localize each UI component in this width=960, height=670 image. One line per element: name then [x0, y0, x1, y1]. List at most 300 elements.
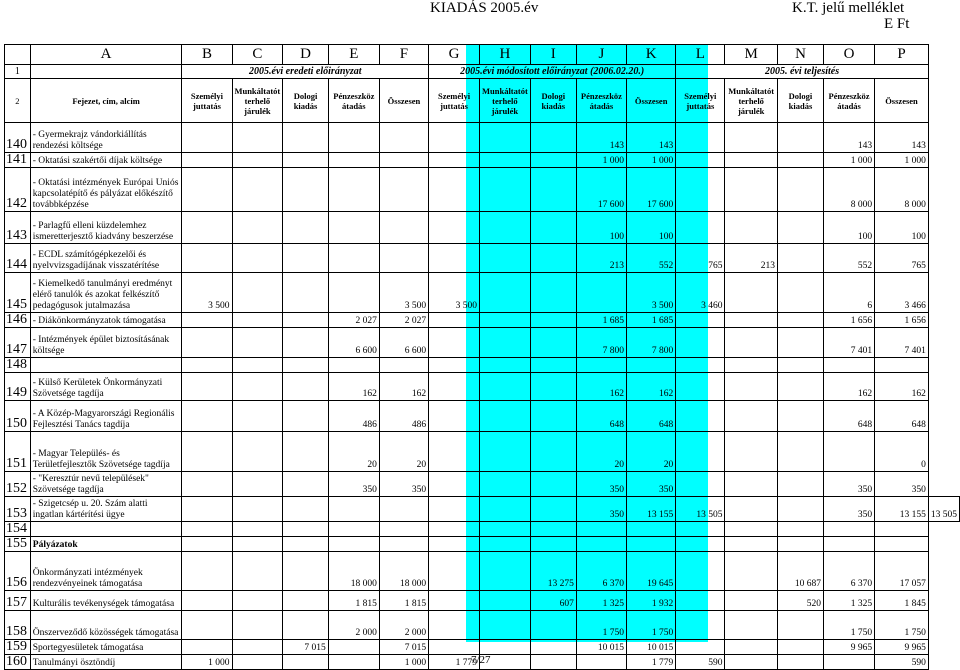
- column-header: Dologi kiadás: [777, 79, 823, 123]
- value-cell: [232, 655, 283, 670]
- value-cell: [480, 212, 531, 244]
- value-cell: 350: [824, 497, 875, 522]
- value-cell: 350: [328, 472, 379, 497]
- unit-label: E Ft: [884, 16, 910, 32]
- value-cell: [182, 537, 232, 552]
- row-number: 148: [5, 358, 31, 373]
- value-cell: 590: [676, 655, 725, 670]
- value-cell: [283, 432, 329, 472]
- value-cell: [283, 401, 329, 432]
- value-cell: [232, 373, 283, 401]
- value-cell: [725, 373, 778, 401]
- row-number: 153: [5, 497, 31, 522]
- value-cell: [576, 522, 626, 537]
- value-cell: [232, 591, 283, 611]
- value-cell: 162: [576, 373, 626, 401]
- value-cell: [725, 432, 778, 472]
- value-cell: [480, 273, 531, 313]
- group-actual: 2005. évi teljesítés: [676, 65, 929, 79]
- value-cell: 143: [627, 123, 676, 153]
- value-cell: [777, 313, 823, 328]
- value-cell: 10 015: [627, 640, 676, 655]
- value-cell: [182, 401, 232, 432]
- value-cell: [232, 611, 283, 640]
- value-cell: [283, 273, 329, 313]
- value-cell: 1 750: [875, 611, 929, 640]
- value-cell: [232, 358, 283, 373]
- value-cell: 3 500: [627, 273, 676, 313]
- value-cell: [328, 358, 379, 373]
- value-cell: [283, 472, 329, 497]
- value-cell: [232, 328, 283, 358]
- value-cell: [232, 123, 283, 153]
- value-cell: [676, 168, 725, 212]
- value-cell: [676, 591, 725, 611]
- column-header: Összesen: [875, 79, 929, 123]
- value-cell: 7 401: [875, 328, 929, 358]
- value-cell: 18 000: [328, 552, 379, 591]
- value-cell: 765: [676, 244, 725, 273]
- value-cell: [429, 313, 480, 328]
- value-cell: 100: [875, 212, 929, 244]
- value-cell: 100: [576, 212, 626, 244]
- value-cell: 6: [824, 273, 875, 313]
- value-cell: [232, 168, 283, 212]
- value-cell: [480, 472, 531, 497]
- value-cell: [777, 537, 823, 552]
- value-cell: [676, 358, 725, 373]
- value-cell: [725, 273, 778, 313]
- value-cell: 1 685: [576, 313, 626, 328]
- value-cell: [676, 432, 725, 472]
- corner-cell: [5, 45, 31, 65]
- value-cell: [283, 212, 329, 244]
- value-cell: 486: [379, 401, 428, 432]
- value-cell: [328, 537, 379, 552]
- value-cell: 486: [328, 401, 379, 432]
- value-cell: 2 027: [328, 313, 379, 328]
- value-cell: [429, 591, 480, 611]
- value-cell: [530, 472, 576, 497]
- value-cell: [182, 373, 232, 401]
- column-letter: G: [429, 45, 480, 65]
- value-cell: [480, 401, 531, 432]
- row-label: Önszerveződő közösségek támogatása: [30, 611, 182, 640]
- table-row: [5, 472, 960, 497]
- value-cell: 1 000: [379, 655, 428, 670]
- column-letter: D: [283, 45, 329, 65]
- value-cell: [530, 244, 576, 273]
- row-number: 145: [5, 273, 31, 313]
- value-cell: [530, 313, 576, 328]
- value-cell: 1 656: [824, 313, 875, 328]
- value-cell: [480, 432, 531, 472]
- value-cell: [777, 328, 823, 358]
- value-cell: 350: [627, 472, 676, 497]
- group-original-plan: 2005.évi eredeti előirányzat: [182, 65, 429, 79]
- value-cell: 350: [576, 497, 626, 522]
- value-cell: [379, 537, 428, 552]
- row-label: - Kiemelkedő tanulmányi eredményt elérő tanulók és azokat felkészítő pedagógusok jutalmazása: [30, 273, 182, 313]
- table-row: [5, 358, 960, 373]
- value-cell: [379, 497, 428, 522]
- row-number: 159: [5, 640, 31, 655]
- value-cell: 1 656: [875, 313, 929, 328]
- value-cell: [725, 358, 778, 373]
- value-cell: [429, 497, 480, 522]
- value-cell: 17 600: [627, 168, 676, 212]
- value-cell: [232, 640, 283, 655]
- column-letter: K: [627, 45, 676, 65]
- row-label: - Intézmények épület biztosításának költsége: [30, 328, 182, 358]
- value-cell: [429, 432, 480, 472]
- value-cell: 19 645: [627, 552, 676, 591]
- value-cell: [328, 273, 379, 313]
- row-label: - Parlagfű elleni küzdelemhez ismeretterjesztő kiadvány beszerzése: [30, 212, 182, 244]
- value-cell: [777, 244, 823, 273]
- row-number: 152: [5, 472, 31, 497]
- value-cell: [530, 432, 576, 472]
- value-cell: 13 275: [530, 552, 576, 591]
- row-number: 140: [5, 123, 31, 153]
- table-row: [5, 552, 960, 591]
- value-cell: [480, 373, 531, 401]
- value-cell: [530, 611, 576, 640]
- value-cell: [328, 497, 379, 522]
- value-cell: [676, 522, 725, 537]
- value-cell: [379, 123, 428, 153]
- value-cell: 20: [328, 432, 379, 472]
- value-cell: 552: [627, 244, 676, 273]
- value-cell: [725, 537, 778, 552]
- table-row: [5, 328, 960, 358]
- value-cell: 7 015: [379, 640, 428, 655]
- row-number: 1: [5, 65, 31, 79]
- value-cell: [480, 591, 531, 611]
- page-title: KIADÁS 2005.év: [430, 0, 539, 16]
- value-cell: [725, 123, 778, 153]
- row-number: 151: [5, 432, 31, 472]
- value-cell: [627, 358, 676, 373]
- value-cell: [875, 358, 929, 373]
- column-letter-row: [5, 45, 960, 65]
- row-number: 143: [5, 212, 31, 244]
- budget-table: [4, 44, 960, 670]
- attachment-label: K.T. jelű melléklet: [792, 0, 905, 16]
- value-cell: [530, 401, 576, 432]
- row-number: 150: [5, 401, 31, 432]
- row-label: - Magyar Település- és Területfejlesztők Szövetsége tagdíja: [30, 432, 182, 472]
- value-cell: [429, 244, 480, 273]
- column-header: Munkáltatót terhelő járulék: [232, 79, 283, 123]
- value-cell: [429, 153, 480, 168]
- row-label: Önkormányzati intézmények rendezvényeinek támogatása: [30, 552, 182, 591]
- value-cell: [283, 328, 329, 358]
- value-cell: [480, 537, 531, 552]
- value-cell: [530, 497, 576, 522]
- value-cell: [232, 552, 283, 591]
- group-header-row: [5, 65, 960, 79]
- column-header: Munkáltatót terhelő járulék: [480, 79, 531, 123]
- value-cell: 13 505: [928, 497, 959, 522]
- column-letter: P: [875, 45, 929, 65]
- value-cell: [777, 212, 823, 244]
- value-cell: 17 057: [875, 552, 929, 591]
- value-cell: [480, 552, 531, 591]
- value-cell: 17 600: [576, 168, 626, 212]
- value-cell: [429, 212, 480, 244]
- column-letter: L: [676, 45, 725, 65]
- value-cell: [676, 611, 725, 640]
- value-cell: [530, 123, 576, 153]
- row-number: 141: [5, 153, 31, 168]
- row-label: [30, 522, 182, 537]
- value-cell: 2 027: [379, 313, 428, 328]
- table-row: [5, 212, 960, 244]
- value-cell: [576, 537, 626, 552]
- value-cell: [429, 472, 480, 497]
- value-cell: [328, 168, 379, 212]
- value-cell: [480, 328, 531, 358]
- value-cell: [232, 522, 283, 537]
- value-cell: [232, 212, 283, 244]
- value-cell: [676, 552, 725, 591]
- value-cell: 3 500: [182, 273, 232, 313]
- value-cell: [480, 497, 531, 522]
- row-label: - ECDL számítógépkezelői és nyelvvizsgadíjának visszatérítése: [30, 244, 182, 273]
- value-cell: [725, 313, 778, 328]
- value-cell: [480, 522, 531, 537]
- value-cell: [182, 244, 232, 273]
- column-header: Pénzeszköz átadás: [328, 79, 379, 123]
- row-label: Kulturális tevékenységek támogatása: [30, 591, 182, 611]
- value-cell: [627, 537, 676, 552]
- value-cell: [725, 655, 778, 670]
- row-label: [30, 358, 182, 373]
- value-cell: [777, 522, 823, 537]
- value-cell: [676, 212, 725, 244]
- column-header: Összesen: [379, 79, 428, 123]
- value-cell: [777, 168, 823, 212]
- value-cell: [379, 358, 428, 373]
- value-cell: [875, 522, 929, 537]
- value-cell: [530, 168, 576, 212]
- value-cell: [429, 522, 480, 537]
- value-cell: [576, 358, 626, 373]
- value-cell: 20: [379, 432, 428, 472]
- value-cell: 6 370: [576, 552, 626, 591]
- value-cell: [283, 244, 329, 273]
- column-header: Pénzeszköz átadás: [824, 79, 875, 123]
- column-header: Összesen: [627, 79, 676, 123]
- value-cell: [676, 313, 725, 328]
- column-letter: A: [30, 45, 182, 65]
- value-cell: 100: [627, 212, 676, 244]
- value-cell: [429, 611, 480, 640]
- column-header: Munkáltatót terhelő járulék: [725, 79, 778, 123]
- table-row: [5, 123, 960, 153]
- value-cell: 350: [875, 472, 929, 497]
- value-cell: [328, 244, 379, 273]
- value-cell: [429, 401, 480, 432]
- value-cell: [283, 313, 329, 328]
- value-cell: [777, 611, 823, 640]
- value-cell: [232, 401, 283, 432]
- column-letter: E: [328, 45, 379, 65]
- value-cell: 6 600: [379, 328, 428, 358]
- value-cell: [530, 358, 576, 373]
- value-cell: 9 965: [875, 640, 929, 655]
- value-cell: [379, 244, 428, 273]
- value-cell: 13 505: [676, 497, 725, 522]
- row-label: - Külső Kerületek Önkormányzati Szövetsége tagdíja: [30, 373, 182, 401]
- column-letter: B: [182, 45, 232, 65]
- value-cell: [530, 522, 576, 537]
- value-cell: 7 015: [283, 640, 329, 655]
- value-cell: 18 000: [379, 552, 428, 591]
- value-cell: 162: [824, 373, 875, 401]
- value-cell: [182, 153, 232, 168]
- value-cell: 1 000: [182, 655, 232, 670]
- value-cell: [725, 611, 778, 640]
- value-cell: [676, 640, 725, 655]
- value-cell: [328, 655, 379, 670]
- value-cell: 350: [379, 472, 428, 497]
- value-cell: [530, 537, 576, 552]
- value-cell: 143: [576, 123, 626, 153]
- table-row: [5, 273, 960, 313]
- value-cell: 350: [824, 472, 875, 497]
- table-row: [5, 591, 960, 611]
- value-cell: 1 000: [627, 153, 676, 168]
- value-cell: 1 932: [627, 591, 676, 611]
- column-letter: O: [824, 45, 875, 65]
- value-cell: [232, 313, 283, 328]
- value-cell: [777, 153, 823, 168]
- value-cell: 1 000: [875, 153, 929, 168]
- value-cell: 162: [328, 373, 379, 401]
- value-cell: [429, 552, 480, 591]
- value-cell: 3 460: [676, 273, 725, 313]
- value-cell: [182, 358, 232, 373]
- value-cell: [576, 655, 626, 670]
- value-cell: [777, 273, 823, 313]
- value-cell: [232, 432, 283, 472]
- value-cell: 13 155: [627, 497, 676, 522]
- group-modified-plan: 2005.évi módosított előirányzat (2006.02.20.): [429, 65, 676, 79]
- value-cell: [824, 522, 875, 537]
- value-cell: [429, 123, 480, 153]
- value-cell: 1 325: [824, 591, 875, 611]
- value-cell: 10 687: [777, 552, 823, 591]
- value-cell: [480, 168, 531, 212]
- column-letter: C: [232, 45, 283, 65]
- value-cell: 1 779: [627, 655, 676, 670]
- value-cell: 9 965: [824, 640, 875, 655]
- row-number: 147: [5, 328, 31, 358]
- value-cell: 1 779: [429, 655, 480, 670]
- value-cell: [676, 537, 725, 552]
- value-cell: [232, 273, 283, 313]
- value-cell: [379, 522, 428, 537]
- value-cell: [283, 611, 329, 640]
- value-cell: 1 750: [576, 611, 626, 640]
- value-cell: [182, 522, 232, 537]
- value-cell: [232, 537, 283, 552]
- value-cell: [283, 591, 329, 611]
- table-row: [5, 537, 960, 552]
- value-cell: [530, 373, 576, 401]
- table-row: [5, 432, 960, 472]
- value-cell: [182, 640, 232, 655]
- row-label: - Oktatási szakértői díjak költsége: [30, 153, 182, 168]
- value-cell: 350: [576, 472, 626, 497]
- value-cell: 100: [824, 212, 875, 244]
- table-row: [5, 522, 960, 537]
- row-label: - Diákönkormányzatok támogatása: [30, 313, 182, 328]
- value-cell: 1 685: [627, 313, 676, 328]
- value-cell: [328, 522, 379, 537]
- value-cell: 143: [875, 123, 929, 153]
- value-cell: 590: [875, 655, 929, 670]
- value-cell: [725, 212, 778, 244]
- value-cell: 162: [875, 373, 929, 401]
- value-cell: 13 155: [875, 497, 929, 522]
- value-cell: 1 000: [576, 153, 626, 168]
- page-number: 7/27: [471, 654, 491, 666]
- value-cell: [875, 537, 929, 552]
- column-header-name: Fejezet, cím, alcím: [30, 79, 182, 123]
- value-cell: [480, 244, 531, 273]
- value-cell: 3 500: [379, 273, 428, 313]
- value-cell: [182, 552, 232, 591]
- value-cell: [725, 328, 778, 358]
- value-cell: [576, 273, 626, 313]
- value-cell: [480, 313, 531, 328]
- value-cell: 7 800: [576, 328, 626, 358]
- table-row: [5, 168, 960, 212]
- column-header: Személyi juttatás: [676, 79, 725, 123]
- row-number: 149: [5, 373, 31, 401]
- value-cell: 1 325: [576, 591, 626, 611]
- value-cell: [182, 212, 232, 244]
- value-cell: [232, 244, 283, 273]
- column-letter: M: [725, 45, 778, 65]
- value-cell: [283, 537, 329, 552]
- table-row: [5, 401, 960, 432]
- row-number: 146: [5, 313, 31, 328]
- value-cell: [182, 472, 232, 497]
- value-cell: 1 815: [328, 591, 379, 611]
- value-cell: [429, 358, 480, 373]
- value-cell: 648: [627, 401, 676, 432]
- value-cell: [725, 591, 778, 611]
- value-cell: [283, 168, 329, 212]
- value-cell: 7 401: [824, 328, 875, 358]
- value-cell: 8 000: [875, 168, 929, 212]
- value-cell: [283, 358, 329, 373]
- value-cell: [182, 168, 232, 212]
- value-cell: [530, 153, 576, 168]
- value-cell: [429, 640, 480, 655]
- value-cell: [429, 168, 480, 212]
- value-cell: 1 000: [824, 153, 875, 168]
- value-cell: 1 845: [875, 591, 929, 611]
- value-cell: 20: [627, 432, 676, 472]
- column-header: Személyi juttatás: [429, 79, 480, 123]
- row-label: Pályázatok: [30, 537, 182, 552]
- value-cell: [182, 432, 232, 472]
